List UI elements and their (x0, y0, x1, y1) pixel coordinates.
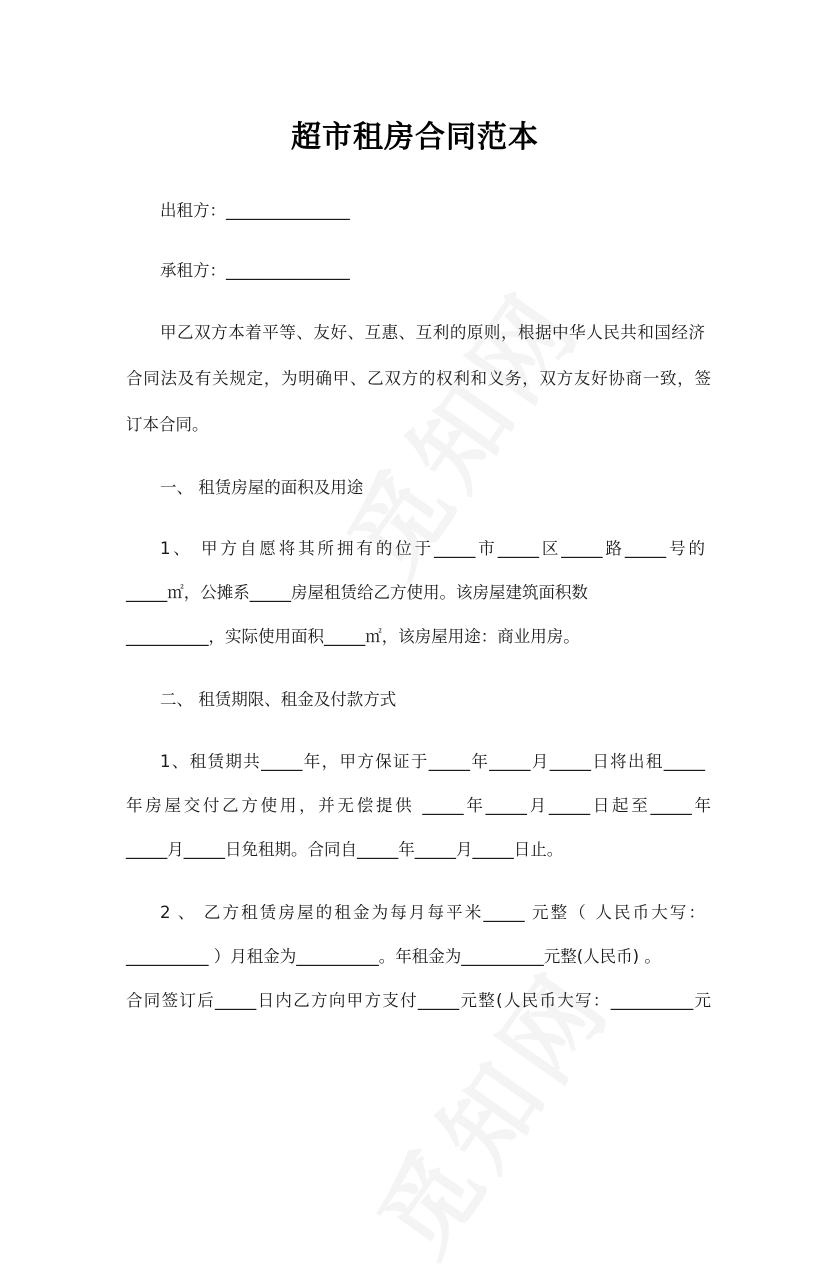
lessee-line: 承租方：_______________ (160, 261, 350, 280)
document-title: 超市租房合同范本 (291, 120, 539, 155)
clause-line: _____㎡，公摊系_____房屋租赁给乙方使用。该房屋建筑面积数 (126, 583, 588, 602)
intro-line: 甲乙双方本着平等、友好、互惠、互利的原则，根据中华人民共和国经济 (160, 323, 705, 342)
clause-line: 1、租赁期共_____年，甲方保证于_____年_____月_____日将出租_____ (160, 752, 705, 771)
clause-line: 2 、 乙方租赁房屋的租金为每月每平米_____ 元整（ 人民币大写： (160, 903, 705, 922)
section-heading: 一、 租赁房屋的面积及用途 (160, 478, 364, 497)
intro-line: 订本合同。 (126, 415, 209, 434)
lessor-line: 出租方：_______________ (160, 201, 350, 220)
clause-line: __________ ）月租金为__________。年租金为__________元整(人民币) 。 (126, 947, 661, 966)
clause-line: 年房屋交付乙方使用，并无偿提供 _____年_____月_____日起至_____年 (126, 796, 711, 815)
clause-line: 合同签订后_____日内乙方向甲方支付_____元整(人民币大写：__________元 (126, 991, 711, 1010)
clause-line: __________，实际使用面积_____㎡，该房屋用途：商业用房。 (126, 627, 580, 646)
section-heading: 二、 租赁期限、租金及付款方式 (160, 690, 397, 709)
clause-line: _____月_____日免租期。合同自_____年_____月_____日止。 (126, 840, 564, 859)
intro-line: 合同法及有关规定，为明确甲、乙双方的权利和义务，双方友好协商一致，签 (126, 369, 711, 388)
clause-line: 1、 甲方自愿将其所拥有的位于_____市_____区_____路_____号的 (160, 539, 705, 558)
